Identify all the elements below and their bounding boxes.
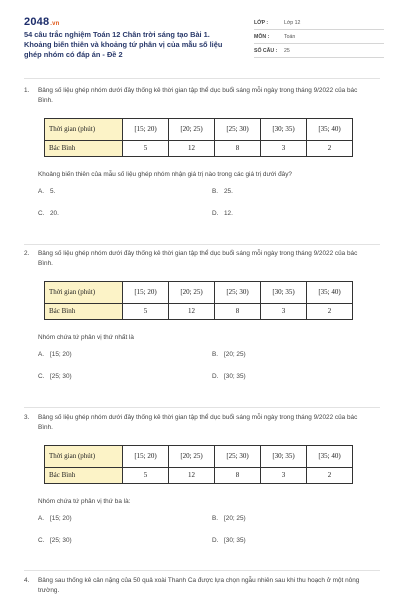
- table-value: 2: [307, 467, 353, 483]
- option-letter: A.: [38, 350, 45, 358]
- option-letter: A.: [38, 514, 45, 522]
- table-row-label: Bác Bình: [45, 467, 123, 483]
- question-number: 3.: [24, 414, 30, 421]
- answer-options: [24, 350, 380, 380]
- option-d[interactable]: [212, 210, 233, 217]
- page-title: 54 câu trắc nghiệm Toán 12 Chân trời sáng tạo Bài 1. Khoảng biến thiên và khoảng tứ phân vị của mẫu số liệu ghép nhóm có đáp án - Đề 2: [24, 30, 223, 59]
- question-prompt: Nhóm chứa tứ phân vị thứ ba là:: [38, 497, 131, 505]
- divider: [24, 407, 380, 408]
- meta-key: SỐ CÂU :: [254, 47, 278, 54]
- question-prompt: Nhóm chứa tứ phân vị thứ nhất là: [38, 333, 134, 341]
- table-header-cell: Thời gian (phút): [45, 445, 123, 467]
- answer-options: [24, 187, 380, 217]
- option-text: [15; 20): [50, 514, 72, 522]
- question-text: Bảng số liệu ghép nhóm dưới đây thống kê thời gian tập thể dục buổi sáng mỗi ngày trong tháng 9/2022 của bác Bình.: [38, 87, 358, 104]
- option-letter: B.: [212, 350, 219, 358]
- table-value: 5: [123, 467, 169, 483]
- table-interval: [20; 25): [169, 281, 215, 303]
- option-d[interactable]: [212, 373, 246, 380]
- option-letter: A.: [38, 187, 45, 195]
- table-interval: [35; 40): [307, 281, 353, 303]
- option-letter: D.: [212, 372, 219, 380]
- question-prompt: Khoảng biến thiên của mẫu số liệu ghép nhóm nhận giá trị nào trong các giá trị dưới đây?: [38, 170, 292, 178]
- data-table: [44, 445, 353, 484]
- meta-value: 25: [284, 47, 290, 54]
- meta-value: Toán: [284, 33, 296, 40]
- divider: [24, 570, 380, 571]
- table-value: 8: [215, 140, 261, 156]
- table-interval: [15; 20): [123, 281, 169, 303]
- meta-key: LỚP :: [254, 19, 269, 26]
- question-stem: [24, 576, 380, 596]
- option-text: 20.: [50, 209, 59, 217]
- table-value: 3: [261, 467, 307, 483]
- option-c[interactable]: [38, 537, 72, 544]
- question-stem: [24, 86, 380, 106]
- question-number: 1.: [24, 87, 30, 94]
- option-b[interactable]: [212, 351, 246, 358]
- option-text: [25; 30): [50, 372, 72, 380]
- divider: [24, 244, 380, 245]
- table-interval: [20; 25): [169, 118, 215, 140]
- table-value: 12: [169, 467, 215, 483]
- option-b[interactable]: [212, 515, 246, 522]
- table-interval: [35; 40): [307, 118, 353, 140]
- table-interval: [25; 30): [215, 445, 261, 467]
- option-c[interactable]: [38, 210, 59, 217]
- table-value: 12: [169, 303, 215, 319]
- option-letter: B.: [212, 514, 219, 522]
- table-value: 3: [261, 140, 307, 156]
- table-interval: [30; 35): [261, 281, 307, 303]
- table-interval: [15; 20): [123, 445, 169, 467]
- option-letter: C.: [38, 209, 45, 217]
- question-text: Bảng số liệu ghép nhóm dưới đây thống kê thời gian tập thể dục buổi sáng mỗi ngày trong tháng 9/2022 của bác Bình.: [38, 414, 358, 431]
- table-header-cell: Thời gian (phút): [45, 281, 123, 303]
- question-text: Bảng số liệu ghép nhóm dưới đây thống kê thời gian tập thể dục buổi sáng mỗi ngày trong tháng 9/2022 của bác Bình.: [38, 250, 358, 267]
- option-letter: B.: [212, 187, 219, 195]
- table-value: 12: [169, 140, 215, 156]
- meta-row-grade: [254, 16, 384, 30]
- data-table: [44, 118, 353, 157]
- table-interval: [25; 30): [215, 118, 261, 140]
- page-header: [24, 16, 380, 59]
- option-text: 25.: [224, 187, 233, 195]
- option-letter: C.: [38, 536, 45, 544]
- option-text: [25; 30): [50, 536, 72, 544]
- table-value: 2: [307, 140, 353, 156]
- meta-value: Lớp 12: [284, 19, 301, 26]
- question-4: [24, 576, 380, 596]
- logo-main: 2048: [24, 16, 50, 28]
- option-text: 12.: [224, 209, 233, 217]
- table-interval: [15; 20): [123, 118, 169, 140]
- option-c[interactable]: [38, 373, 72, 380]
- table-interval: [35; 40): [307, 445, 353, 467]
- table-row-label: Bác Bình: [45, 303, 123, 319]
- option-a[interactable]: [38, 188, 55, 195]
- question-3: [24, 413, 380, 544]
- option-text: [30; 35): [224, 372, 246, 380]
- option-letter: D.: [212, 209, 219, 217]
- option-text: [15; 20): [50, 350, 72, 358]
- option-letter: D.: [212, 536, 219, 544]
- option-text: [20; 25): [224, 514, 246, 522]
- option-text: [30; 35): [224, 536, 246, 544]
- table-value: 8: [215, 303, 261, 319]
- table-value: 5: [123, 140, 169, 156]
- question-text: Bảng sau thống kê cân nặng của 50 quả xoài Thanh Ca được lựa chọn ngẫu nhiên sau khi thu hoạch ở một nông trường.: [38, 577, 360, 594]
- question-number: 2.: [24, 250, 30, 257]
- option-text: 5.: [50, 187, 56, 195]
- question-stem: [24, 249, 380, 269]
- table-value: 2: [307, 303, 353, 319]
- data-table: [44, 281, 353, 320]
- meta-row-subject: [254, 30, 384, 44]
- meta-panel: [254, 16, 384, 58]
- table-interval: [30; 35): [261, 118, 307, 140]
- question-2: [24, 249, 380, 380]
- table-interval: [25; 30): [215, 281, 261, 303]
- meta-key: MÔN :: [254, 33, 270, 40]
- divider: [24, 78, 380, 79]
- meta-row-count: [254, 44, 384, 58]
- table-value: 5: [123, 303, 169, 319]
- table-header-cell: Thời gian (phút): [45, 118, 123, 140]
- answer-options: [24, 514, 380, 544]
- option-a[interactable]: [38, 515, 72, 522]
- logo-suffix: .vn: [50, 21, 60, 27]
- question-number: 4.: [24, 577, 30, 584]
- table-value: 3: [261, 303, 307, 319]
- table-interval: [20; 25): [169, 445, 215, 467]
- option-b[interactable]: [212, 188, 233, 195]
- table-value: 8: [215, 467, 261, 483]
- question-stem: [24, 413, 380, 433]
- table-interval: [30; 35): [261, 445, 307, 467]
- option-text: [20; 25): [224, 350, 246, 358]
- option-a[interactable]: [38, 351, 72, 358]
- question-1: [24, 86, 380, 217]
- option-letter: C.: [38, 372, 45, 380]
- table-row-label: Bác Bình: [45, 140, 123, 156]
- option-d[interactable]: [212, 537, 246, 544]
